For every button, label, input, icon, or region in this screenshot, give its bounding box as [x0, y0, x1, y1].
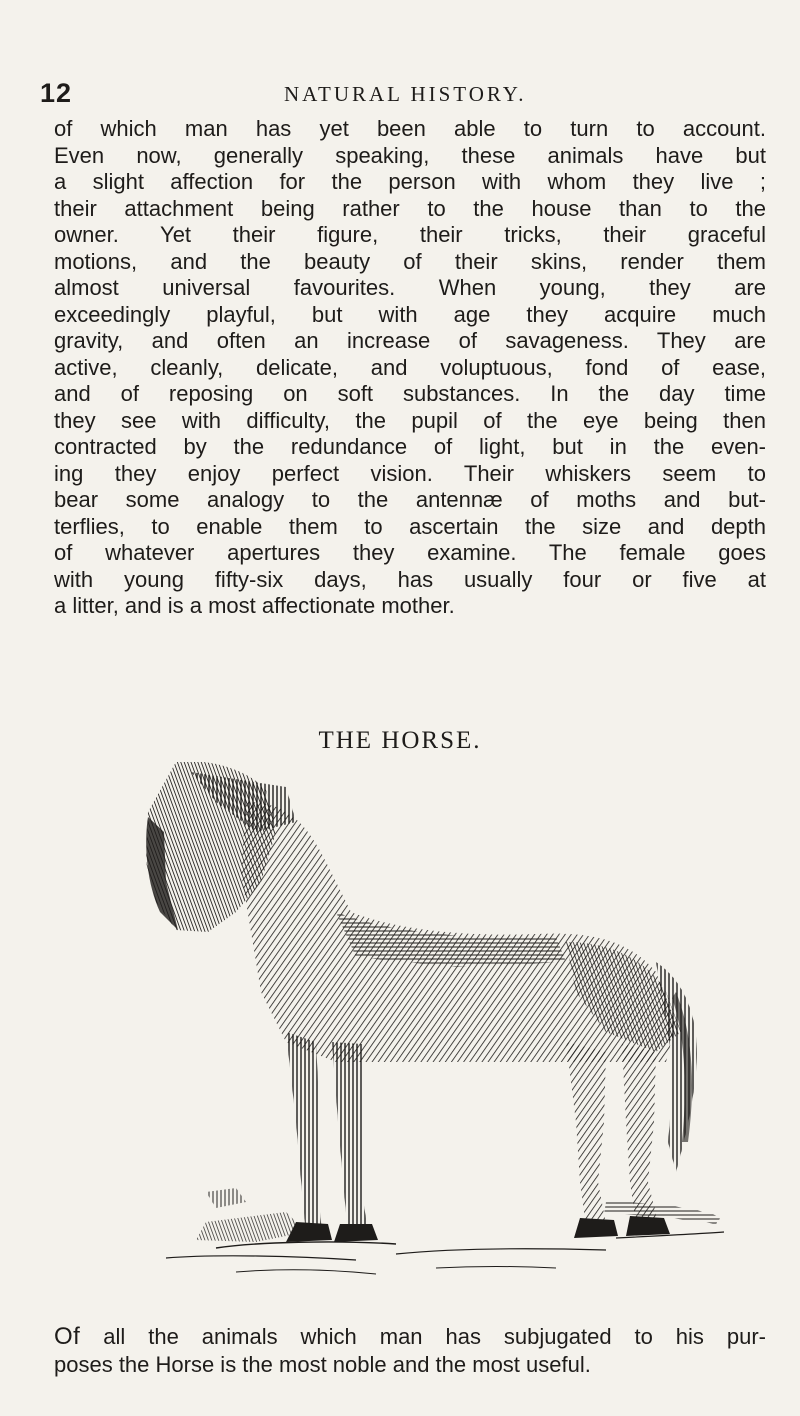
text-line: their attachment being rather to the house than to the	[54, 195, 766, 221]
horse-body	[241, 802, 681, 1062]
text-line: bear some analogy to the antennæ of moths and but-	[54, 487, 766, 512]
text-line: Even now, generally speaking, these animals have but	[54, 142, 766, 168]
text-line: owner. Yet their figure, their tricks, their graceful	[54, 222, 766, 247]
text-line: exceedingly playful, but with age they acquire much	[54, 301, 766, 327]
text-line: contracted by the redundance of light, but in the even-	[54, 434, 766, 459]
text-line: a litter, and is a most affectionate mother.	[54, 593, 455, 618]
text-line: terflies, to enable them to ascertain the size and depth	[54, 513, 766, 539]
text-line-rest: all the animals which man has subjugated to his pur-	[80, 1324, 766, 1349]
body-paragraph	[54, 116, 766, 620]
text-line: a slight affection for the person with whom they live ;	[54, 169, 766, 194]
horse-hind-legs	[566, 1042, 721, 1238]
section-opening-paragraph	[54, 1323, 766, 1379]
text-line: of whatever apertures they examine. The female goes	[54, 540, 766, 565]
text-line: they see with difficulty, the pupil of the eye being then	[54, 407, 766, 433]
horse-front-legs	[286, 1032, 378, 1242]
section-heading: THE HORSE.	[318, 727, 482, 754]
initial-word: Of	[54, 1323, 81, 1350]
text-line: poses the Horse is the most noble and the most useful.	[54, 1352, 591, 1377]
text-line: gravity, and often an increase of savageness. They are	[54, 328, 766, 353]
text-line	[54, 1323, 766, 1351]
text-line: and of reposing on soft substances. In the day time	[54, 381, 766, 406]
running-head	[40, 78, 760, 108]
horse-illustration	[136, 762, 726, 1297]
text-line: almost universal favourites. When young, they are	[54, 275, 766, 300]
horse-tail	[656, 962, 697, 1172]
text-line: motions, and the beauty of their skins, render them	[54, 248, 766, 274]
text-line: active, cleanly, delicate, and voluptuous, fond of ease,	[54, 354, 766, 380]
text-line: ing they enjoy perfect vision. Their whiskers seem to	[54, 460, 766, 486]
text-line: with young fifty-six days, has usually four or five at	[54, 566, 766, 592]
text-line: of which man has yet been able to turn to account.	[54, 116, 766, 141]
running-head-title: NATURAL HISTORY.	[284, 82, 527, 106]
page-number: 12	[40, 78, 73, 108]
